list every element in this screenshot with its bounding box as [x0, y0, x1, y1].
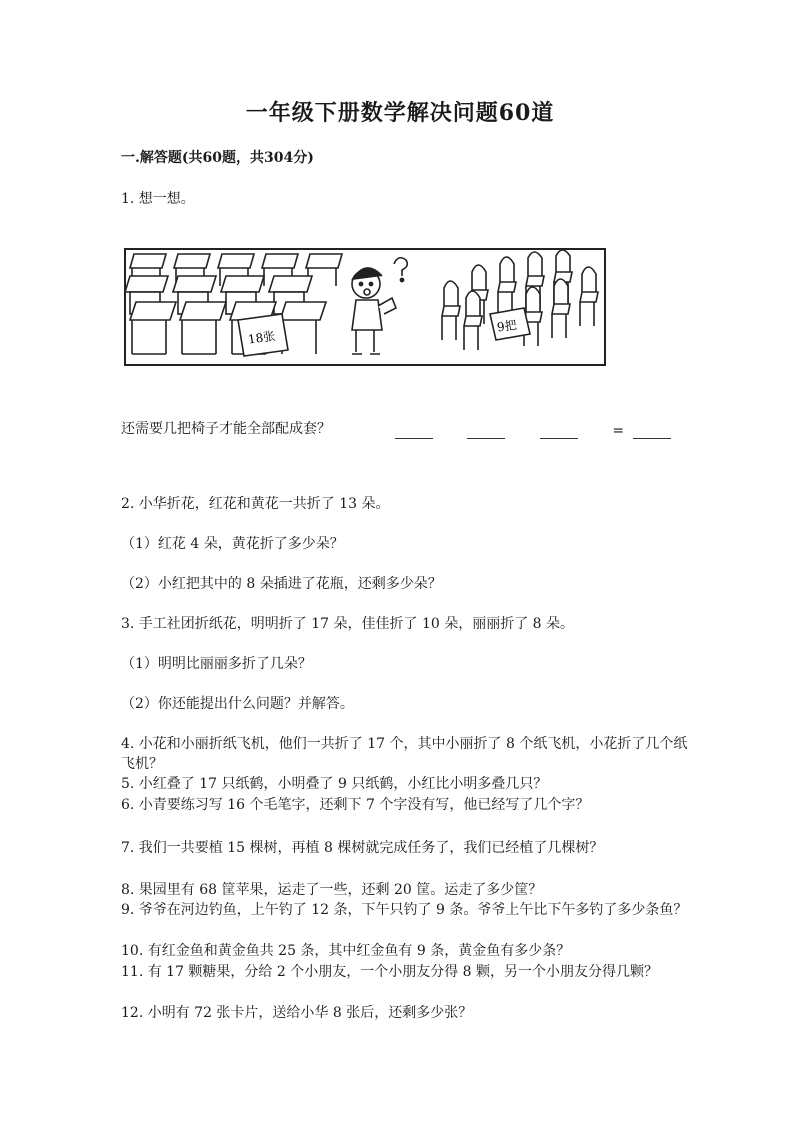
question-9: 9. 爷爷在河边钓鱼，上午钓了 12 条，下午只钓了 9 条。爷爷上午比下午多钓了多少条鱼？ — [121, 902, 688, 918]
chair-count-label: 9把 — [496, 317, 518, 335]
question-2-sub-2: （2）小红把其中的 8 朵插进了花瓶，还剩多少朵？ — [121, 576, 442, 592]
question-10: 10. 有红金鱼和黄金鱼共 25 条，其中红金鱼有 9 条，黄金鱼有多少条？ — [121, 943, 571, 959]
question-11: 11. 有 17 颗糖果，分给 2 个小朋友，一个小朋友分得 8 颗，另一个小朋友分得几颗？ — [121, 964, 659, 980]
question-7: 7. 我们一共要植 15 棵树，再植 8 棵树就完成任务了，我们已经植了几棵树？ — [121, 840, 604, 856]
desks-chairs-illustration — [124, 248, 606, 366]
question-5: 5. 小红叠了 17 只纸鹤，小明叠了 9 只纸鹤，小红比小明多叠几只？ — [121, 776, 548, 792]
answer-blank-3[interactable] — [540, 424, 578, 439]
answer-blank-2[interactable] — [467, 424, 505, 439]
illustration-drawing — [126, 250, 604, 364]
question-4: 4. 小花和小丽折纸飞机，他们一共折了 17 个，其中小丽折了 8 个纸飞机，小花折了几个纸飞机？ — [121, 736, 688, 772]
page-title: 一年级下册数学解决问题60道 — [245, 100, 555, 126]
question-6: 6. 小青要练习写 16 个毛笔字，还剩下 7 个字没有写，他已经写了几个字？ — [121, 797, 590, 813]
question-3-sub-2: （2）你还能提出什么问题？并解答。 — [121, 696, 354, 712]
answer-blank-result[interactable] — [633, 424, 671, 439]
boy-figure — [352, 268, 396, 354]
desk-count-label: 18张 — [247, 328, 277, 347]
question-mark-icon — [394, 258, 407, 276]
answer-equation — [395, 423, 671, 439]
section-heading: 一.解答题(共60题，共304分) — [121, 150, 314, 166]
question-1-text: 还需要几把椅子才能全部配成套？ — [121, 421, 331, 437]
equals-sign: = — [612, 423, 625, 439]
answer-blank-1[interactable] — [395, 424, 433, 439]
question-2-stem: 2. 小华折花，红花和黄花一共折了 13 朵。 — [121, 496, 390, 512]
question-3-stem: 3. 手工社团折纸花，明明折了 17 朵，佳佳折了 10 朵，丽丽折了 8 朵。 — [121, 616, 575, 632]
question-1-prompt: 1. 想一想。 — [121, 191, 195, 207]
question-8: 8. 果园里有 68 筐苹果，运走了一些，还剩 20 筐。运走了多少筐？ — [121, 882, 543, 898]
question-2-sub-1: （1）红花 4 朵，黄花折了多少朵？ — [121, 536, 344, 552]
question-3-sub-1: （1）明明比丽丽多折了几朵？ — [121, 656, 312, 672]
question-12: 12. 小明有 72 张卡片，送给小华 8 张后，还剩多少张？ — [121, 1005, 473, 1021]
